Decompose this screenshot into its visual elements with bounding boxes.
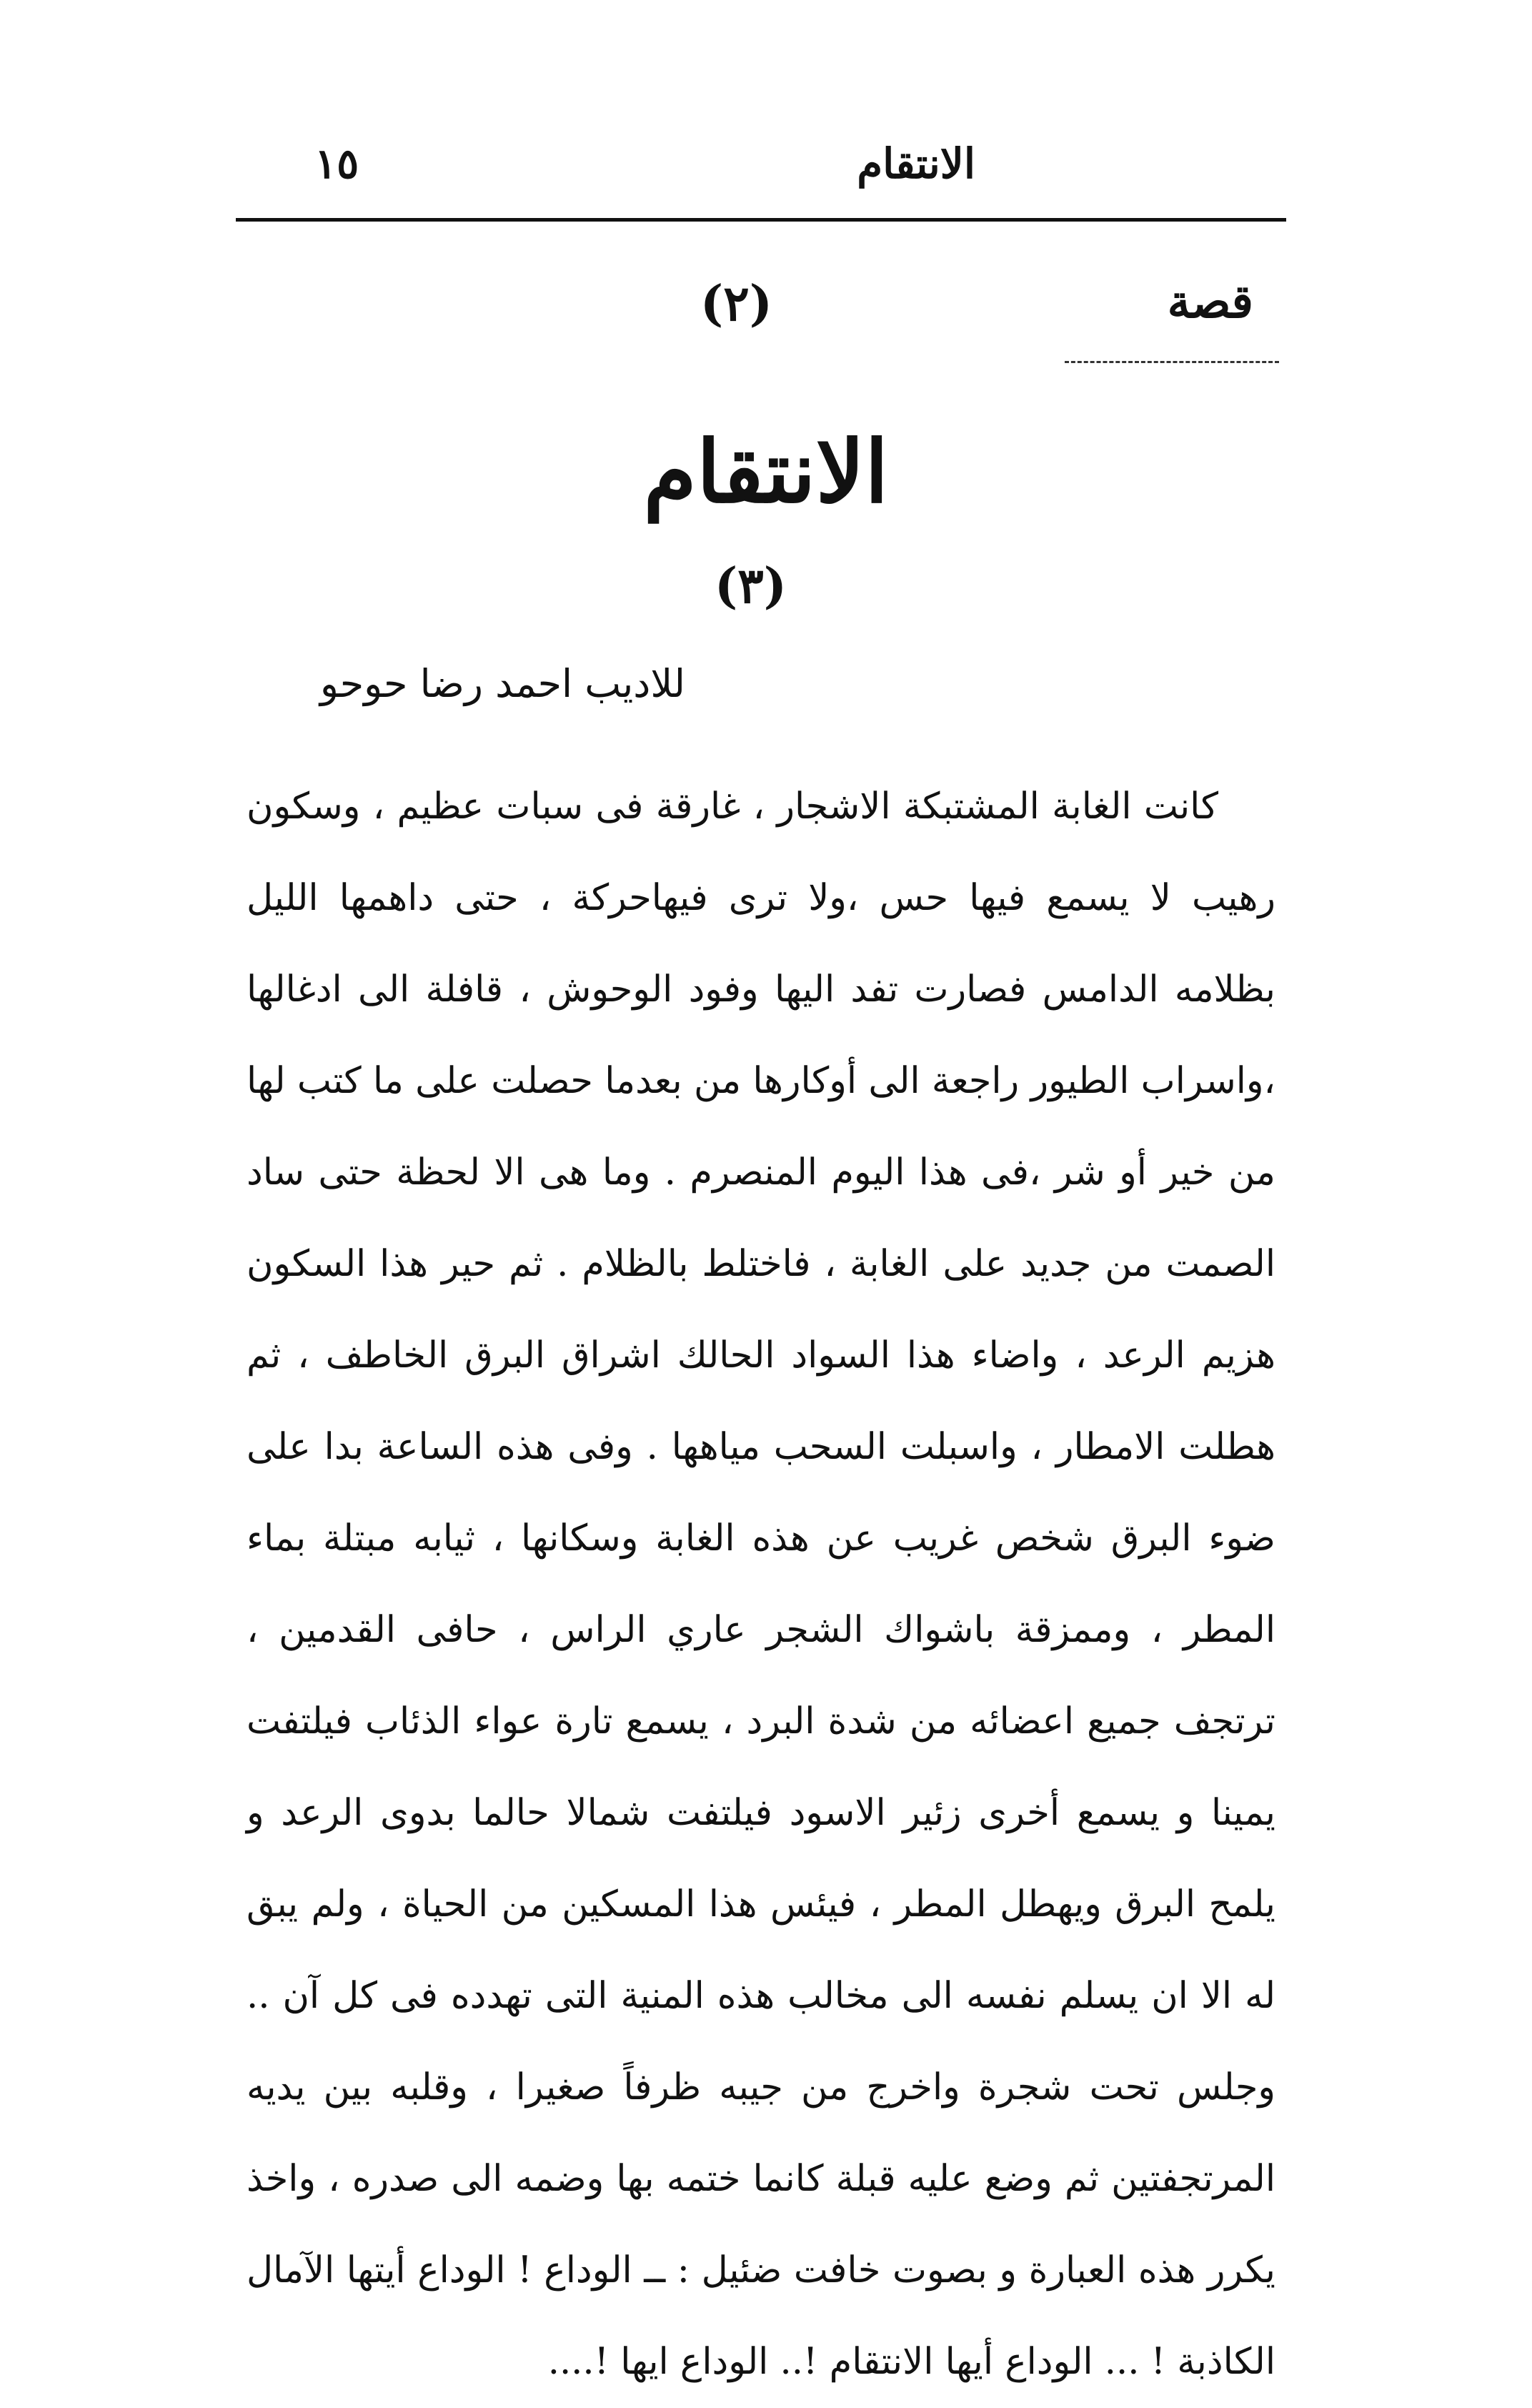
header-divider <box>236 218 1286 222</box>
story-body <box>247 761 1275 2408</box>
section-label: قصة <box>1167 275 1253 329</box>
page-number: ١٥ <box>314 139 359 188</box>
part-number: (٣) <box>715 558 787 615</box>
running-header-title: الانتقام <box>857 139 975 188</box>
body-paragraph: كانت الغابة المشتبكة الاشجار ، غارقة فى سبات عظيم ، وسكون رهيب لا يسمع فيها حس ،ولا ترى فيهاحركة ، حتى داهمها الليل بظلامه الدامس فصارت تفد اليها وفود الوحوش ، قافلة الى ادغالها ،واسراب الطيور راجعة الى أوكارها من بعدما حصلت على ما كتب لها من خير أو شر ،فى هذا اليوم المنصرم . وما هى الا لحظة حتى ساد الصمت من جديد على الغابة ، فاختلط بالظلام . ثم حير هذا السكون هزيم الرعد ، واضاء هذا السواد الحالك اشراق البرق الخاطف ، ثم هطلت الامطار ، واسبلت السحب مياهها . وفى هذه الساعة بدا على ضوء البرق شخص غريب عن هذه الغابة وسكانها ، ثيابه مبتلة بماء المطر ، وممزقة باشواك الشجر عاري الراس ، حافى القدمين ، ترتجف جميع اعضائه من شدة البرد ، يسمع تارة عواء الذئاب فيلتفت يمينا و يسمع أخرى زئير الاسود فيلتفت شمالا حالما بدوى الرعد و يلمح البرق ويهطل المطر ، فيئس هذا المسكين من الحياة ، ولم يبق له الا ان يسلم نفسه الى مخالب هذه المنية التى تهدده فى كل آن .. وجلس تحت شجرة واخرج من جيبه ظرفاً صغيرا ، وقلبه بين يديه المرتجفتين ثم وضع عليه قبلة كانما ختمه بها وضمه الى صدره ، واخذ يكرر هذه العبارة و بصوت خافت ضئيل : ــ الوداع ! الوداع أيتها الآمال الكاذبة ! ... الوداع أيها الانتقام !.. الوداع ايها !.... <box>247 786 1275 2383</box>
section-number: (٢) <box>700 275 772 332</box>
author-byline: للاديب احمد رضا حوحو <box>319 661 685 706</box>
section-label-underline <box>1065 361 1279 363</box>
running-header <box>236 139 1286 197</box>
story-title: الانتقام <box>643 422 889 522</box>
